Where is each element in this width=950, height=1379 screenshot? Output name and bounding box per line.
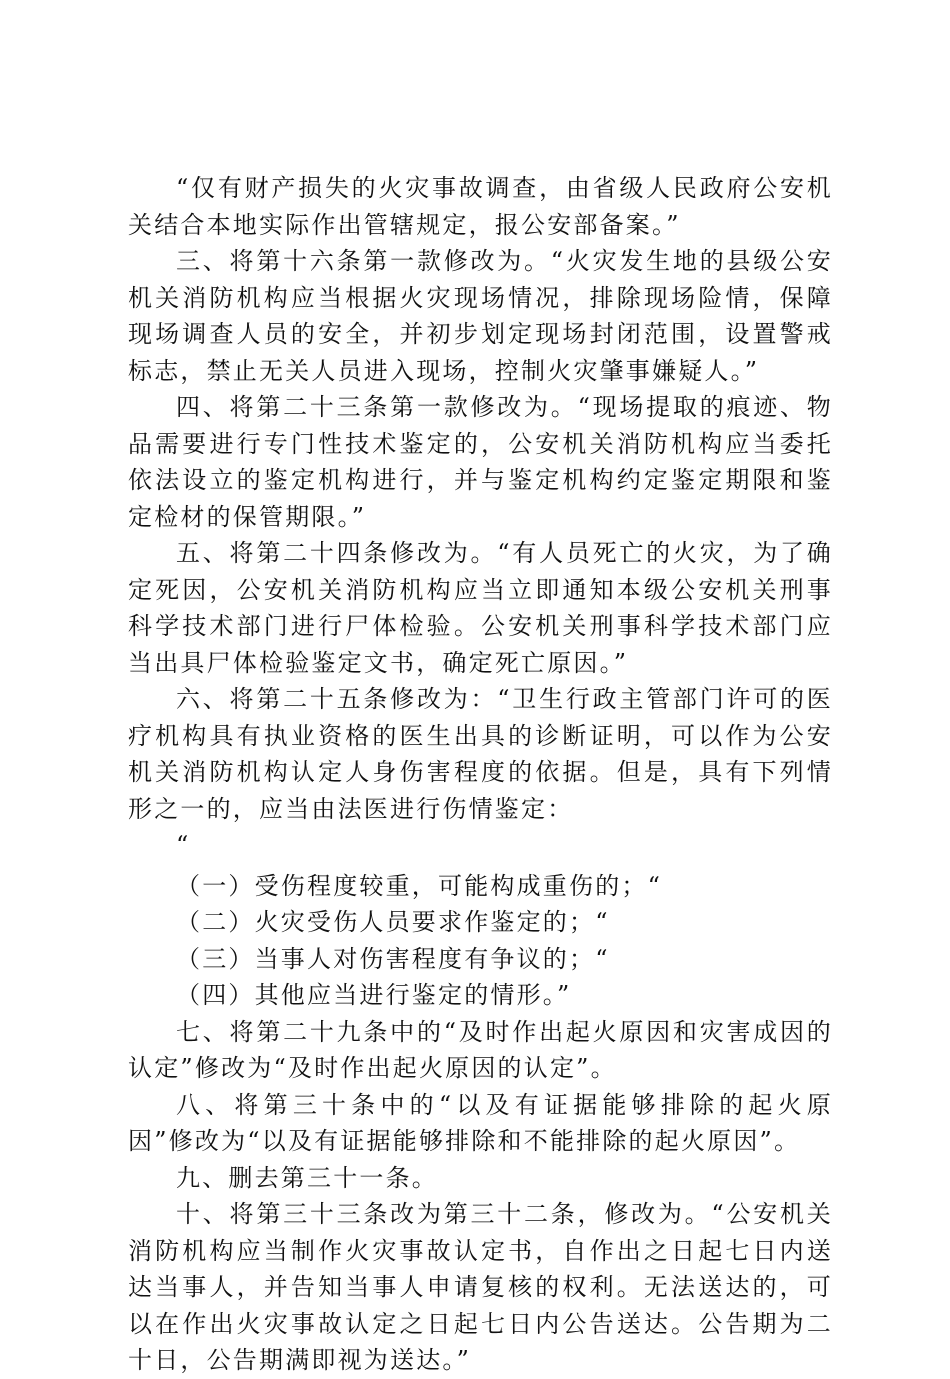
list-item: （一）受伤程度较重，可能构成重伤的；“ bbox=[176, 871, 663, 900]
list-item: （三）当事人对伤害程度有争议的；“ bbox=[176, 944, 610, 973]
paragraph: 四、将第二十三条第一款修改为。“现场提取的痕迹、物品需要进行专门性技术鉴定的，公安机关消防机构应当委托依法设立的鉴定机构进行，并与鉴定机构约定鉴定期限和鉴定检材的保管期限。” bbox=[128, 393, 833, 531]
paragraph: 八、将第三十条中的“以及有证据能够排除的起火原因”修改为“以及有证据能够排除和不能排除的起火原因”。 bbox=[128, 1090, 833, 1155]
list-item: （四）其他应当进行鉴定的情形。” bbox=[176, 981, 572, 1009]
paragraph: 七、将第二十九条中的“及时作出起火原因和灾害成因的认定”修改为“及时作出起火原因的认定”。 bbox=[128, 1017, 833, 1082]
paragraph: 五、将第二十四条修改为。“有人员死亡的火灾，为了确定死因，公安机关消防机构应当立即通知本级公安机关刑事科学技术部门进行尸体检验。公安机关刑事科学技术部门应当出具尸体检验鉴定文书，确定死亡原因。” bbox=[128, 539, 833, 677]
paragraph: “仅有财产损失的火灾事故调查，由省级人民政府公安机关结合本地实际作出管辖规定，报公安部备案。” bbox=[128, 174, 833, 239]
paragraph: 三、将第十六条第一款修改为。“火灾发生地的县级公安机关消防机构应当根据火灾现场情况，排除现场险情，保障现场调查人员的安全，并初步划定现场封闭范围，设置警戒标志，禁止无关人员进入现场，控制火灾肇事嫌疑人。” bbox=[128, 247, 833, 385]
list-item: （二）火灾受伤人员要求作鉴定的；“ bbox=[176, 908, 610, 936]
paragraph-quote-mark: “ bbox=[176, 831, 191, 859]
paragraph: 六、将第二十五条修改为：“卫生行政主管部门许可的医疗机构具有执业资格的医生出具的诊断证明，可以作为公安机关消防机构认定人身伤害程度的依据。但是，具有下列情形之一的，应当由法医进行伤情鉴定： bbox=[128, 685, 833, 823]
document-body bbox=[128, 170, 833, 1379]
paragraph: 九、删去第三十一条。 bbox=[176, 1163, 438, 1192]
paragraph: 十、将第三十三条改为第三十二条，修改为。“公安机关消防机构应当制作火灾事故认定书，自作出之日起七日内送达当事人，并告知当事人申请复核的权利。无法送达的，可以在作出火灾事故认定之日起七日内公告送达。公告期为二十日，公告期满即视为送达。” bbox=[128, 1200, 833, 1374]
